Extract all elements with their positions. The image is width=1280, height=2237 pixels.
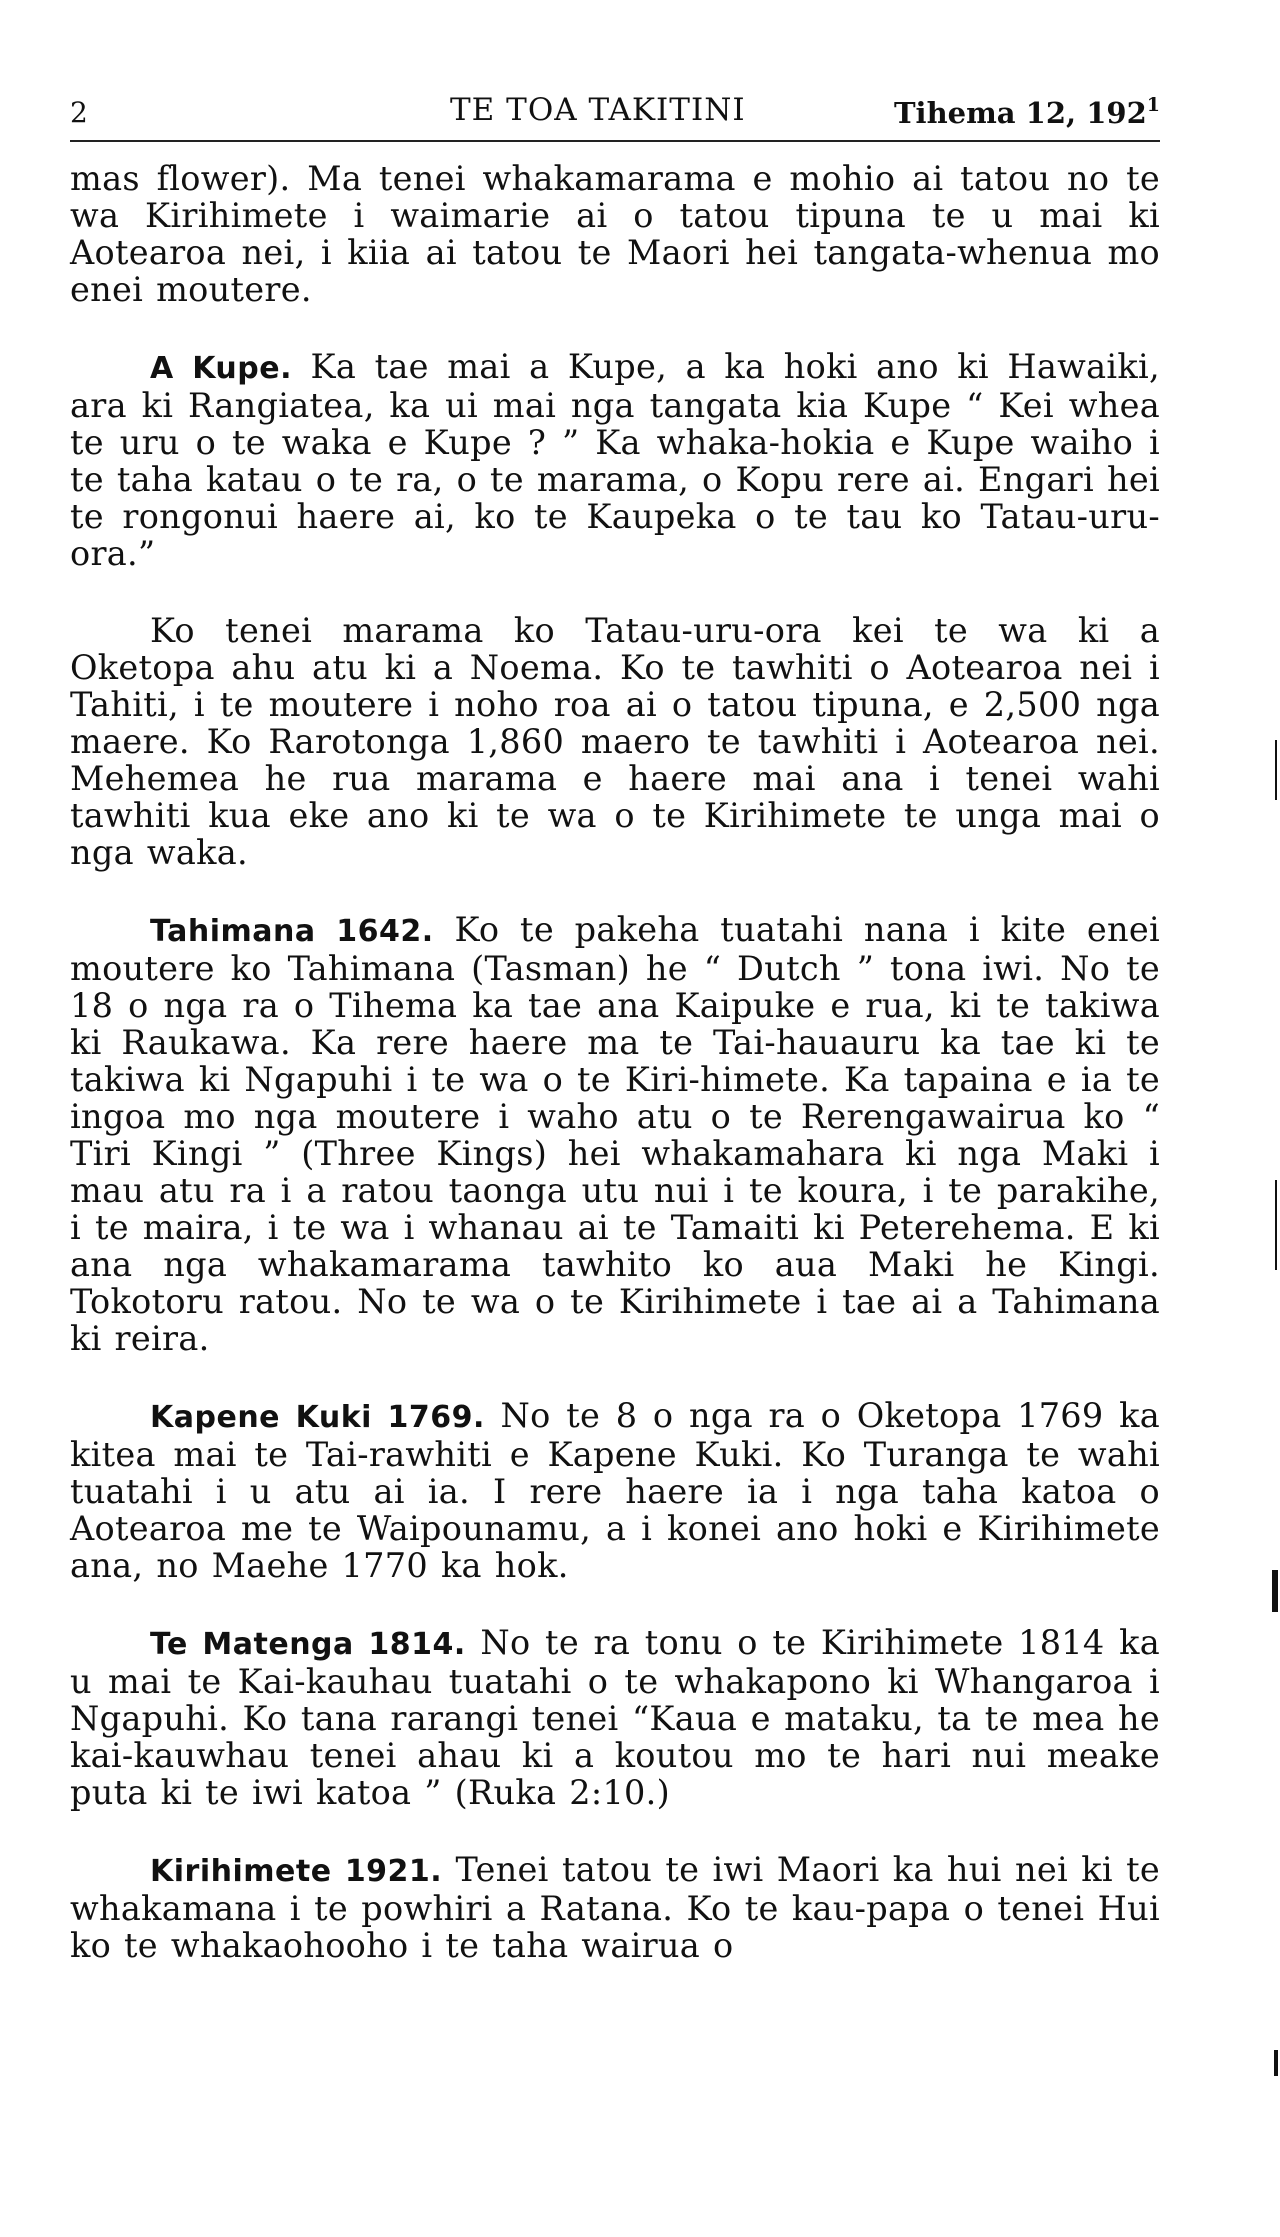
scan-edge-marks	[1266, 0, 1280, 2237]
article-body	[70, 160, 1160, 1964]
scan-mark	[1275, 740, 1277, 800]
paragraph-kupe	[70, 348, 1160, 572]
paragraph-kirihimete-1921	[70, 1851, 1160, 1964]
section-heading: Te Matenga 1814.	[150, 1627, 466, 1662]
paragraph-text: Ko tenei marama ko Tatau-uru-ora kei te wa ki a Oketopa ahu atu ki a Noema. Ko te tawhiti o Aotearoa nei i Tahiti, i te moutere i noho roa ai o tatou tipuna, e 2,500 nga maere. Ko Rarotonga 1,860 maero te tawhiti i Aotearoa nei. Mehemea he rua marama e haere mai ana i tenei wahi tawhiti kua eke ano ki te wa o te Kirihimete te unga mai o nga waka.	[70, 611, 1160, 872]
section-heading: Kirihimete 1921.	[150, 1854, 443, 1889]
paragraph-tatau-uru-ora	[70, 612, 1160, 871]
scan-mark	[1275, 1180, 1277, 1270]
paragraph-te-matenga	[70, 1624, 1160, 1811]
newspaper-page	[70, 82, 1160, 2004]
page-number: 2	[70, 96, 88, 129]
paragraph-text: No te ra tonu o te Kirihimete 1814 ka u mai te Kai-kauhau tuatahi o te whakapono ki Whangaroa i Ngapuhi. Ko tana rarangi tenei “Kaua e mataku, ta te mea he kai-kauwhau tenei ahau ki a koutou mo te hari nui meake puta ki te iwi katoa ” (Ruka 2:10.)	[70, 1623, 1161, 1812]
page-header	[70, 82, 1160, 142]
issue-date-superscript: 1	[1146, 94, 1160, 116]
issue-date	[894, 94, 1160, 130]
paragraph-text: Ko te pakeha tuatahi nana i kite enei moutere ko Tahimana (Tasman) he “ Dutch ” tona iwi. No te 18 o nga ra o Tihema ka tae ana Kaipuke e rua, ki te takiwa ki Raukawa. Ka rere haere ma te Tai-hauauru ka tae ki te takiwa ki Ngapuhi i te wa o te Kiri-himete. Ka tapaina e ia te ingoa mo nga moutere i waho atu o te Rerengawairua ko “ Tiri Kingi ” (Three Kings) hei whakamahara ki nga Maki i mau atu ra i a ratou taonga utu nui i te koura, i te parakihe, i te maira, i te wa i whanau ai te Tamaiti ki Peterehema. E ki ana nga whakamarama tawhito ko aua Maki he Kingi. Tokotoru ratou. No te wa o te Kirihimete i tae ai a Tahimana ki reira.	[70, 910, 1160, 1358]
paragraph-text: No te 8 o nga ra o Oketopa 1769 ka kitea mai te Tai-rawhiti e Kapene Kuki. Ko Turanga te wahi tuatahi i u atu ai ia. I rere haere ia i nga taha katoa o Aotearoa me te Waipounamu, a i konei ano hoki e Kirihimete ana, no Maehe 1770 ka hok.	[70, 1396, 1161, 1585]
scan-mark	[1274, 2050, 1278, 2076]
paragraph-text: Tenei tatou te iwi Maori ka hui nei ki te whakamana i te powhiri a Ratana. Ko te kau-papa o tenei Hui ko te whakaohooho i te taha wairua o	[70, 1850, 1161, 1965]
section-heading: Kapene Kuki 1769.	[150, 1400, 485, 1435]
paragraph-kapene-kuki	[70, 1397, 1160, 1584]
paragraph-text: Ka tae mai a Kupe, a ka hoki ano ki Hawaiki, ara ki Rangiatea, ka ui mai nga tangata kia Kupe “ Kei whea te uru o te waka e Kupe ? ” Ka whaka-hokia e Kupe waiho i te taha katau o te ra, o te marama, o Kopu rere ai. Engari hei te rongonui haere ai, ko te Kaupeka o te tau ko Tatau-uru-ora.”	[70, 347, 1160, 573]
paragraph-tahimana	[70, 911, 1160, 1357]
paragraph-text: mas flower). Ma tenei whakamarama e mohio ai tatou no te wa Kirihimete i waimarie ai o tatou tipuna te u mai ki Aotearoa nei, i kiia ai tatou te Maori hei tangata-whenua mo enei moutere.	[70, 159, 1160, 309]
section-heading: A Kupe.	[150, 351, 292, 386]
paragraph-intro	[70, 160, 1160, 308]
issue-date-text: Tihema 12, 192	[893, 96, 1147, 130]
section-heading: Tahimana 1642.	[150, 914, 434, 949]
masthead-title: TE TOA TAKITINI	[450, 92, 746, 128]
scan-mark	[1272, 1570, 1278, 1612]
